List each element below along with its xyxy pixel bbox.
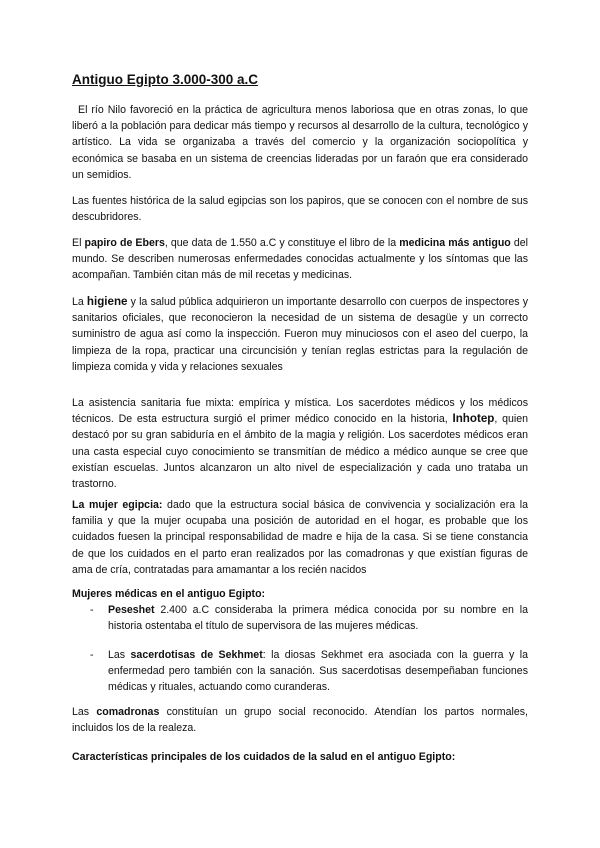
woman-term: La mujer egipcia: — [72, 499, 163, 511]
sekhmet-term: sacerdotisas de Sekhmet — [130, 649, 263, 661]
ebers-term: papiro de Ebers — [84, 237, 165, 249]
list-dash: - — [90, 604, 94, 616]
hygiene-term: higiene — [86, 295, 128, 308]
heading-characteristics: Características principales de los cuidados de la salud en el antiguo Egipto: — [72, 751, 456, 763]
inhotep-term: Inhotep — [452, 412, 495, 426]
paragraph-assistance: La asistencia sanitaria fue mixta: empírica y mística. Los sacerdotes médicos y los médicos técnicos. De esta estructura surgió el primer médico conocido en la historia, Inhotep, quien destacó por su gran sabiduría en el ámbito de la magia y religión. Los sacerdotes médicos eran una casta especial cuyo conocimiento se transmitían de médico a médico aunque se cree que existían escuelas. Juntos alcanzaron un alto nivel de especialización y cada uno trataba un trastorno. — [72, 397, 528, 491]
peseshet-term: Peseshet — [108, 604, 155, 616]
paragraph-sources: Las fuentes histórica de la salud egipcias son los papiros, que se conocen con el nombre de sus descubridores. — [72, 195, 528, 224]
paragraph-hygiene: La higiene y la salud pública adquirieron un importante desarrollo con cuerpos de inspectores y sanitarios oficiales, que reconocieron la necesidad de un sistema de desagüe y un correcto suministro de agua así como la inspección. Fueron muy minuciosos con el aseo del cuerpo, la limpieza de la ropa, practicar una circuncisión y tenían reglas estrictas para la regulación de limpieza comida y vida y relaciones sexuales — [72, 295, 528, 373]
paragraph-ebers: El papiro de Ebers, que data de 1.550 a.C y constituye el libro de la medicina más antiguo del mundo. Se describen numerosas enfermedades conocidas actualmente y los síntomas que las acompañan. También citan más de mil recetas y medicinas. — [72, 237, 528, 282]
paragraph-nile: El río Nilo favoreció en la práctica de agricultura menos laboriosa que en otras zonas, lo que liberó a la población para dedicar más tiempo y recursos al desarrollo de la cultura, tecnológico y artístico. La vida se organizaba a través del comercio y la organización sociopolítica y económica se basaba en un sistema de creencias lideradas por un faraón que era considerado un semidios. — [72, 104, 528, 181]
list-item-peseshet: - Peseshet 2.400 a.C consideraba la primera médica conocida por su nombre en la historia ostentaba el título de supervisora de las mujeres médicas. — [90, 604, 528, 633]
medicine-term: medicina más antiguo — [399, 237, 511, 249]
heading-women-doctors: Mujeres médicas en el antiguo Egipto: — [72, 588, 266, 600]
page-title: Antiguo Egipto 3.000-300 a.C — [72, 72, 259, 87]
midwives-term: comadronas — [96, 706, 160, 718]
list-dash: - — [90, 649, 94, 661]
list-item-sekhmet: - Las sacerdotisas de Sekhmet: la diosas Sekhmet era asociada con la guerra y la enfermedad pero también con la sanación. Sus sacerdotisas desempeñaban funciones médicas y rituales, actuando como curanderas. — [90, 649, 529, 694]
paragraph-midwives: Las comadronas constituían un grupo social reconocido. Atendían los partos normales, incluidos los de la realeza. — [72, 706, 528, 735]
paragraph-woman: La mujer egipcia: dado que la estructura social básica de convivencia y socialización era la familia y que la mujer ocupaba una posición de autoridad en el hogar, es probable que los cuidados fuesen la principal responsabilidad de madre e hija de la casa. Si se tiene constancia de que los cuidados en el parto eran realizados por las comadronas y que existían figuras de ama de cría, contratadas para amamantar a los recién nacidos — [72, 499, 528, 576]
